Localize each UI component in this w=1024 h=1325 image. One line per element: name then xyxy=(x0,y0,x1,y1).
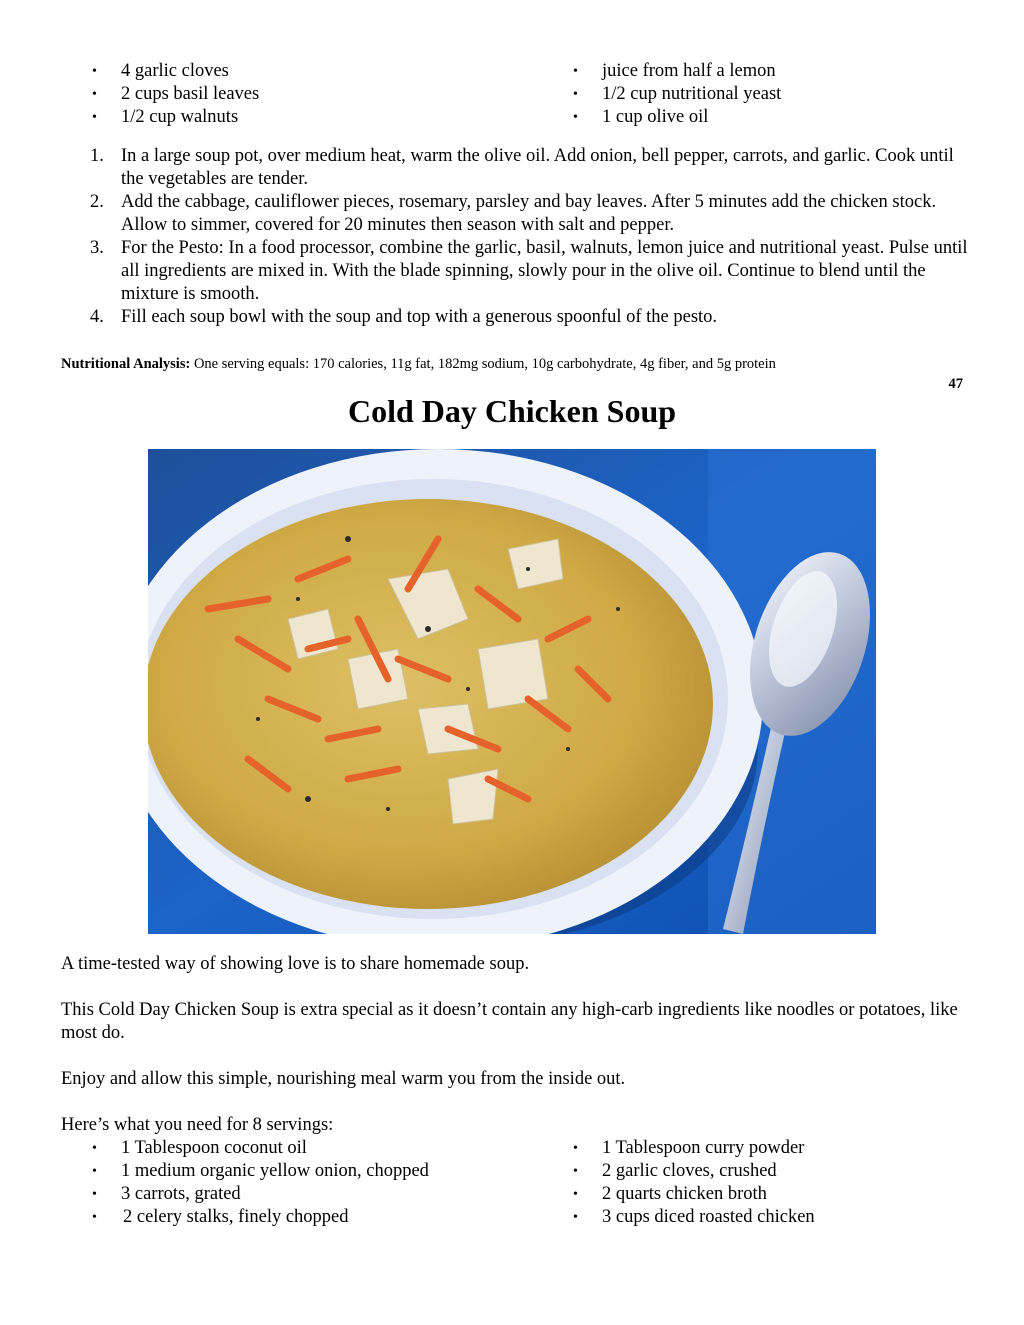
ingredient-text: 2 quarts chicken broth xyxy=(602,1184,767,1204)
bullet-icon: • xyxy=(573,1141,578,1156)
ingredient-text: 2 cups basil leaves xyxy=(121,84,260,104)
ingredient-text: 1 Tablespoon curry powder xyxy=(602,1138,805,1158)
list-item xyxy=(573,1206,815,1229)
step-number: 4. xyxy=(90,307,104,327)
bullet-icon: • xyxy=(573,1187,578,1202)
bullet-icon: • xyxy=(573,1210,578,1225)
step-item xyxy=(90,191,971,237)
ingredient-text: 3 carrots, grated xyxy=(121,1184,241,1204)
soup-photo xyxy=(148,449,876,934)
list-item xyxy=(573,83,782,106)
page-number: 47 xyxy=(948,376,963,392)
bullet-icon: • xyxy=(92,87,97,102)
ingredient-text: 2 garlic cloves, crushed xyxy=(602,1161,777,1181)
bullet-icon: • xyxy=(92,1164,97,1179)
list-item xyxy=(573,60,781,83)
bullet-icon: • xyxy=(573,64,578,79)
list-item xyxy=(573,1160,815,1183)
ingredient-text: 1/2 cup walnuts xyxy=(121,107,239,127)
ingredient-text: 1 cup olive oil xyxy=(602,107,709,127)
bullet-icon: • xyxy=(92,64,97,79)
recipe-title: Cold Day Chicken Soup xyxy=(347,393,677,429)
bullet-icon: • xyxy=(92,1210,97,1225)
step-text: For the Pesto: In a food processor, combine the garlic, basil, walnuts, lemon juice and nutritional yeast. Pulse until all ingredients are mixed in. With the blade spinning, slowly pour in the olive oil. Continue to blend until the mixture is smooth. xyxy=(121,238,968,304)
bullet-icon: • xyxy=(92,110,97,125)
bullet-icon: • xyxy=(573,110,578,125)
nutrition-text: One serving equals: 170 calories, 11g fat, 182mg sodium, 10g carbohydrate, 4g fiber, and 5g protein xyxy=(190,356,776,372)
list-item xyxy=(92,1183,429,1206)
list-item xyxy=(573,106,781,129)
list-item xyxy=(92,1206,429,1229)
ingredient-text: 1 Tablespoon coconut oil xyxy=(121,1138,307,1158)
nutrition-analysis xyxy=(61,353,776,376)
ingredient-text: 4 garlic cloves xyxy=(121,61,229,81)
list-item xyxy=(92,106,259,129)
list-item xyxy=(92,60,259,83)
step-text: In a large soup pot, over medium heat, warm the olive oil. Add onion, bell pepper, carrots, and garlic. Cook until the vegetables are tender. xyxy=(121,146,954,189)
bullet-icon: • xyxy=(573,1164,578,1179)
ingredient-text: 1/2 cup nutritional yeast xyxy=(602,84,782,104)
broth xyxy=(148,499,713,909)
step-number: 3. xyxy=(90,238,104,258)
list-item xyxy=(92,1160,429,1183)
list-item xyxy=(573,1183,815,1206)
nutrition-label: Nutritional Analysis: xyxy=(61,356,191,372)
list-item xyxy=(92,1137,429,1160)
list-item xyxy=(92,83,260,106)
enjoy-paragraph: Enjoy and allow this simple, nourishing meal warm you from the inside out. xyxy=(61,1069,626,1089)
pesto-ingredients-right xyxy=(573,60,782,129)
step-item xyxy=(90,306,971,329)
intro-paragraph: A time-tested way of showing love is to share homemade soup. xyxy=(61,954,530,974)
ingredient-text: 3 cups diced roasted chicken xyxy=(602,1207,815,1227)
step-number: 1. xyxy=(90,146,104,166)
ingredient-text: 2 celery stalks, finely chopped xyxy=(123,1207,349,1227)
bullet-icon: • xyxy=(573,87,578,102)
description-paragraph: This Cold Day Chicken Soup is extra special as it doesn’t contain any high-carb ingredients like noodles or potatoes, like most do. xyxy=(61,1000,958,1043)
soup-ingredients-left xyxy=(92,1137,429,1229)
step-number: 2. xyxy=(90,192,104,212)
bullet-icon: • xyxy=(92,1187,97,1202)
step-item xyxy=(90,145,971,191)
soup-illustration xyxy=(148,449,876,934)
soup-ingredients-right xyxy=(573,1137,815,1229)
step-text: Fill each soup bowl with the soup and top with a generous spoonful of the pesto. xyxy=(121,307,718,327)
ingredient-text: juice from half a lemon xyxy=(602,61,776,81)
bullet-icon: • xyxy=(92,1141,97,1156)
ingredient-text: 1 medium organic yellow onion, chopped xyxy=(121,1161,429,1181)
pesto-ingredients-left xyxy=(92,60,260,129)
step-item xyxy=(90,237,971,306)
instruction-steps xyxy=(90,145,971,329)
list-item xyxy=(573,1137,815,1160)
step-text: Add the cabbage, cauliflower pieces, rosemary, parsley and bay leaves. After 5 minutes add the chicken stock. Allow to simmer, covered for 20 minutes then season with salt and pepper. xyxy=(121,192,937,235)
servings-heading: Here’s what you need for 8 servings: xyxy=(61,1115,334,1135)
